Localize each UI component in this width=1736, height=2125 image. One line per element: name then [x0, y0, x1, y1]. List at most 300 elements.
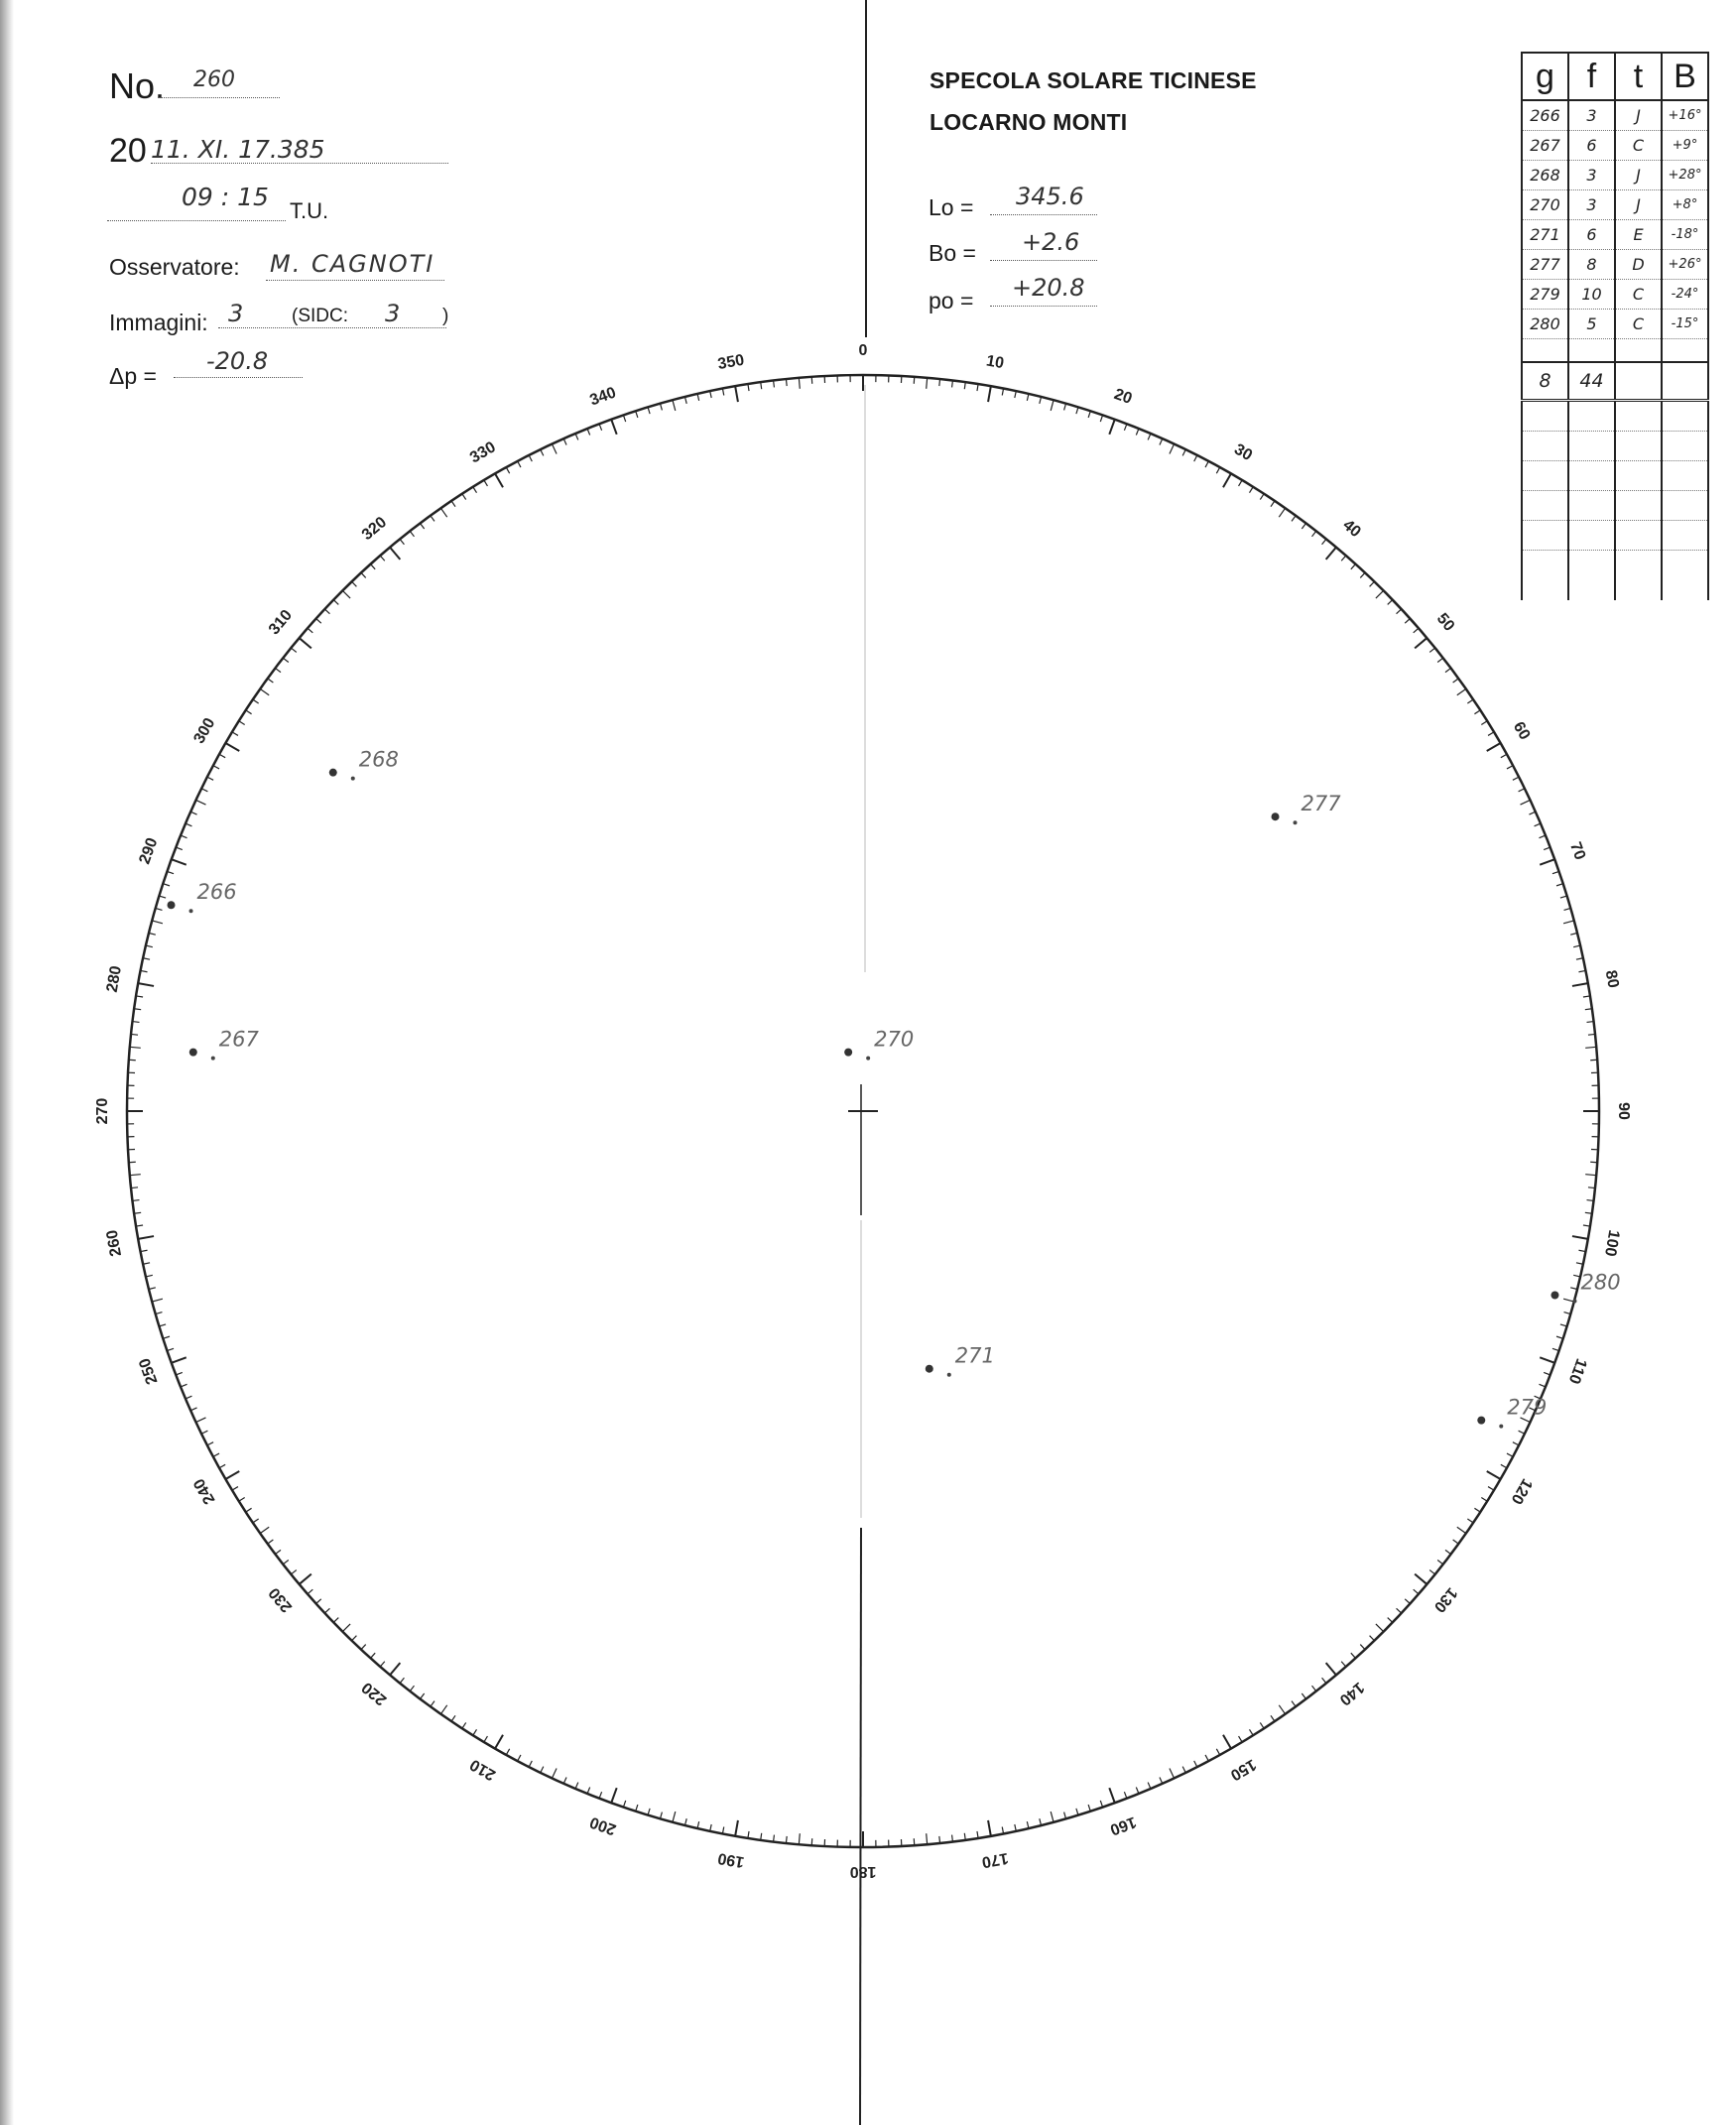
col-header-t: t [1615, 53, 1662, 100]
dial-tick [361, 572, 366, 577]
dial-tick [342, 1624, 350, 1632]
dial-tick [207, 777, 213, 780]
dial-tick [291, 648, 296, 652]
dial-tick [927, 378, 928, 389]
sunspot-mark [1272, 812, 1280, 820]
dial-tick [1136, 429, 1139, 435]
dial-label-260: 260 [103, 1228, 126, 1258]
dial-tick [599, 424, 602, 431]
dial-tick [1223, 1735, 1231, 1749]
cell-g: 271 [1522, 220, 1568, 250]
dial-tick [1453, 1540, 1459, 1544]
dial-tick [159, 896, 166, 898]
cell-f: 10 [1568, 280, 1615, 310]
dial-tick [1556, 884, 1563, 886]
observer-value: M. CAGNOTI [270, 250, 435, 278]
dial-tick [400, 1678, 404, 1683]
dial-tick [473, 487, 477, 493]
dial-tick [1015, 1824, 1016, 1831]
dial-tick [324, 609, 329, 614]
dial-tick [1360, 1645, 1365, 1650]
cell-g: 267 [1522, 131, 1568, 161]
dial-tick [253, 699, 259, 703]
cell-g: 279 [1522, 280, 1568, 310]
dial-tick [1405, 1599, 1410, 1604]
dial-tick [552, 444, 557, 454]
dial-tick [1467, 1519, 1473, 1523]
dial-tick [506, 1749, 509, 1755]
observatory-name: SPECOLA SOLARE TICINESE [930, 67, 1257, 93]
table-row [1522, 250, 1708, 280]
dial-tick [1405, 619, 1410, 624]
dial-tick [587, 429, 590, 435]
dial-tick [1453, 679, 1459, 683]
dial-tick [219, 1464, 225, 1467]
dial-tick [1415, 1574, 1426, 1584]
dial-tick [1051, 1812, 1054, 1822]
dial-tick [1552, 1348, 1559, 1350]
dial-tick [1279, 1705, 1285, 1714]
dial-tick [1563, 1299, 1574, 1302]
dial-label-320: 320 [358, 513, 391, 545]
dial-tick [1415, 638, 1426, 648]
sunspot-mark [329, 769, 337, 777]
dial-tick [1260, 494, 1264, 500]
dial-tick [1040, 1818, 1042, 1825]
sunspot-group-label: 277 [1301, 792, 1341, 816]
dial-label-0: 0 [858, 342, 868, 360]
dial-tick [1552, 871, 1559, 873]
table-row [1522, 131, 1708, 161]
dial-tick [1124, 1792, 1127, 1799]
dial-tick [1457, 1527, 1466, 1533]
dial-tick [1488, 732, 1494, 736]
dial-tick [1519, 789, 1525, 792]
cell-B: +26° [1662, 250, 1708, 280]
dial-tick [380, 556, 385, 561]
dial-tick [1292, 1701, 1296, 1707]
dial-tick [246, 1508, 252, 1512]
sunspot-group-280 [1550, 1271, 1620, 1304]
dial-label-190: 190 [716, 1848, 746, 1871]
table-totals-row [1522, 362, 1708, 401]
cell-t: J [1615, 100, 1662, 131]
dial-tick [207, 1442, 213, 1445]
dial-tick [1429, 648, 1434, 652]
sunspot-mark [1572, 1300, 1576, 1304]
dial-label-210: 210 [467, 1755, 499, 1784]
dial-tick [451, 1715, 455, 1721]
cell-f: 3 [1568, 190, 1615, 220]
dial-label-270: 270 [94, 1097, 112, 1125]
dial-tick [484, 480, 488, 486]
sunspot-group-label: 271 [954, 1343, 995, 1368]
dial-tick [1437, 1561, 1443, 1564]
dial-tick [420, 1693, 424, 1699]
dial-tick [1205, 1755, 1208, 1761]
sunspot-group-label: 279 [1507, 1395, 1548, 1420]
dial-tick [684, 397, 686, 404]
dial-tick [1170, 444, 1175, 454]
dial-tick [308, 1589, 312, 1594]
dial-tick [1576, 1263, 1583, 1264]
dial-tick [599, 1792, 602, 1799]
cell-t: J [1615, 190, 1662, 220]
table-row [1522, 280, 1708, 310]
dial-tick [495, 1735, 503, 1749]
dial-tick [1507, 766, 1513, 769]
dial-tick [1457, 688, 1466, 694]
cell-t: J [1615, 161, 1662, 190]
dial-tick [1488, 1487, 1494, 1491]
dial-tick [440, 508, 446, 517]
dial-tick [149, 933, 156, 935]
dial-tick [390, 548, 400, 560]
dial-tick [352, 1636, 357, 1641]
dial-tick [710, 391, 711, 398]
dial-label-150: 150 [1227, 1755, 1259, 1784]
dial-tick [1539, 835, 1545, 838]
cell-t: E [1615, 220, 1662, 250]
dial-tick [1260, 1722, 1264, 1728]
dial-tick [939, 1836, 940, 1843]
L0-dots [990, 214, 1097, 215]
dial-tick [201, 789, 207, 792]
table-row [1522, 310, 1708, 339]
dial-label-170: 170 [980, 1848, 1010, 1871]
dial-tick [1563, 921, 1574, 924]
dial-tick [1194, 455, 1197, 461]
sunspot-group-label: 280 [1580, 1270, 1621, 1295]
p0-value: +20.8 [1012, 274, 1085, 302]
cell-g: 270 [1522, 190, 1568, 220]
sunspot-mark [1550, 1292, 1558, 1300]
dial-tick [1572, 983, 1588, 986]
dial-tick [636, 1805, 638, 1812]
dial-tick [291, 1570, 296, 1574]
sunspot-group-270 [844, 1028, 914, 1061]
dial-tick [1216, 467, 1219, 473]
dial-tick [1271, 1715, 1275, 1721]
p0-label: po = [929, 288, 974, 313]
dial-tick [1088, 411, 1090, 418]
dial-tick [1388, 1618, 1393, 1623]
time-unit: T.U. [290, 198, 329, 223]
sunspot-group-268 [329, 748, 399, 781]
B0-value: +2.6 [1022, 228, 1080, 256]
dial-tick [196, 1418, 206, 1423]
dial-tick [1341, 1662, 1346, 1667]
dial-tick [1437, 658, 1443, 662]
dial-tick [133, 1200, 140, 1201]
dial-label-250: 250 [136, 1355, 162, 1387]
dial-tick [1076, 1809, 1078, 1815]
dial-label-290: 290 [136, 835, 162, 867]
table-empty-row [1522, 551, 1708, 601]
dial-tick [1124, 424, 1127, 431]
dial-tick [246, 710, 252, 714]
dial-tick [1481, 721, 1487, 725]
cell-B: +8° [1662, 190, 1708, 220]
dial-tick [1570, 1288, 1577, 1290]
dial-tick [138, 983, 154, 986]
dial-tick [988, 386, 991, 402]
dial-label-80: 80 [1601, 968, 1622, 990]
dial-tick [143, 1263, 150, 1264]
dial-tick [735, 1820, 738, 1836]
dial-tick [133, 1022, 140, 1023]
dial-label-230: 230 [265, 1583, 297, 1616]
dial-tick [1474, 1508, 1480, 1512]
dial-tick [1109, 1788, 1114, 1803]
dial-tick [1015, 391, 1016, 398]
table-empty-row [1522, 432, 1708, 461]
dial-tick [260, 1527, 269, 1533]
dial-tick [333, 600, 338, 605]
dial-tick [623, 415, 625, 422]
dial-tick [611, 1788, 616, 1803]
dial-tick [239, 721, 245, 725]
cell-B: +28° [1662, 161, 1708, 190]
dial-tick [213, 1453, 219, 1456]
dial-tick [1474, 710, 1480, 714]
dial-tick [1487, 1471, 1501, 1479]
table-empty-row [1522, 461, 1708, 491]
dial-tick [1501, 754, 1507, 757]
total-groups: 8 [1522, 362, 1568, 401]
dial-label-160: 160 [1107, 1812, 1139, 1838]
dial-tick [176, 1372, 183, 1375]
cell-B: -15° [1662, 310, 1708, 339]
number-value: 260 [193, 67, 235, 92]
dial-tick [1501, 1464, 1507, 1467]
dial-tick [1040, 397, 1042, 404]
table-row [1522, 190, 1708, 220]
dial-tick [213, 766, 219, 769]
dial-tick [541, 1767, 544, 1773]
dial-tick [172, 1357, 186, 1362]
dial-tick [1587, 1200, 1594, 1201]
table-empty-row [1522, 491, 1708, 521]
dial-tick [1312, 1686, 1316, 1691]
dial-tick [518, 461, 521, 467]
sunspot-group-279 [1477, 1396, 1547, 1429]
dial-tick [1182, 449, 1185, 455]
dial-tick [172, 859, 186, 864]
cell-B: +16° [1662, 100, 1708, 131]
dial-tick [1397, 1608, 1402, 1613]
dial-tick [927, 1833, 928, 1844]
dial-tick [352, 581, 357, 586]
table-empty-row [1522, 401, 1708, 432]
table-row [1522, 220, 1708, 250]
dial-tick [1544, 847, 1550, 850]
dial-tick [181, 835, 186, 838]
dial-tick [1051, 400, 1054, 411]
dial-tick [1292, 516, 1296, 522]
dial-tick [636, 411, 638, 418]
dial-tick [1587, 1022, 1594, 1023]
dial-label-180: 180 [849, 1862, 877, 1880]
dial-tick [1326, 548, 1336, 560]
dial-tick [1302, 1693, 1305, 1699]
dial-tick [1556, 1336, 1563, 1338]
dial-tick [181, 1384, 186, 1387]
dial-tick [440, 1705, 446, 1714]
sunspot-group-label: 268 [358, 747, 399, 772]
dial-tick [342, 590, 350, 598]
dial-tick [1100, 1801, 1102, 1808]
dial-tick [506, 467, 509, 473]
dial-tick [1027, 1821, 1029, 1828]
dial-tick [1585, 1047, 1596, 1048]
dial-tick [1573, 945, 1580, 947]
date-value: 11. XI. 17.385 [151, 135, 325, 164]
dial-tick [774, 1835, 775, 1842]
sunspot-mark [211, 1057, 215, 1061]
dial-label-300: 300 [190, 715, 219, 747]
dial-tick [1100, 415, 1102, 422]
dial-tick [167, 1348, 174, 1350]
dial-tick [1521, 800, 1531, 805]
dial-tick [232, 1487, 238, 1491]
dial-tick [431, 1701, 434, 1707]
dial-tick [587, 1787, 590, 1793]
dial-tick [575, 434, 578, 439]
dial-tick [190, 812, 196, 814]
cell-B: -18° [1662, 220, 1708, 250]
dial-label-130: 130 [1429, 1583, 1461, 1616]
dial-tick [225, 743, 239, 751]
images-value: 3 [228, 300, 244, 327]
dial-tick [1302, 523, 1305, 529]
dial-label-200: 200 [587, 1812, 619, 1838]
cell-t: C [1615, 131, 1662, 161]
dial-tick [611, 420, 616, 435]
dial-tick [1312, 531, 1316, 537]
dial-tick [952, 381, 953, 388]
dial-label-340: 340 [587, 384, 619, 410]
cell-B: +9° [1662, 131, 1708, 161]
dial-tick [1076, 407, 1078, 414]
dial-tick [1397, 609, 1402, 614]
dial-tick [268, 679, 274, 683]
dial-tick [1467, 699, 1473, 703]
dial-tick [152, 1299, 163, 1302]
dial-label-280: 280 [103, 964, 126, 994]
dial-tick [451, 501, 455, 507]
dial-tick [333, 1618, 338, 1623]
dial-tick [146, 1275, 153, 1277]
cell-f: 6 [1568, 220, 1615, 250]
sunspot-mark [189, 1049, 197, 1057]
p0-dots [990, 306, 1097, 307]
dial-tick [163, 884, 170, 886]
dial-label-110: 110 [1564, 1356, 1590, 1387]
dial-tick [219, 754, 225, 757]
dial-tick [799, 378, 800, 389]
B0-label: Bo = [929, 240, 976, 266]
dial-tick [1570, 933, 1577, 935]
dial-tick [1513, 777, 1519, 780]
cell-t: C [1615, 280, 1662, 310]
dial-tick [1326, 1663, 1336, 1675]
sunspot-group-label: 270 [874, 1027, 915, 1052]
dial-tick [1351, 1653, 1356, 1658]
dial-tick [1445, 1550, 1451, 1554]
dial-label-220: 220 [358, 1678, 391, 1709]
dial-label-100: 100 [1600, 1228, 1623, 1258]
dial-tick [673, 1812, 676, 1822]
dial-tick [201, 1431, 207, 1434]
table-empty-row [1522, 521, 1708, 551]
sunspot-group-267 [189, 1028, 260, 1061]
dial-tick [138, 1236, 154, 1239]
dial-tick [1544, 1372, 1550, 1375]
dial-tick [283, 658, 289, 662]
dial-tick [799, 1833, 800, 1844]
dial-tick [1535, 823, 1541, 826]
date-dots [151, 163, 448, 164]
dial-tick [1322, 539, 1326, 544]
dial-tick [131, 1034, 138, 1035]
dial-tick [1481, 1497, 1487, 1501]
dial-label-40: 40 [1339, 516, 1364, 542]
dial-tick [146, 945, 153, 947]
dial-tick [143, 958, 150, 959]
cell-f: 5 [1568, 310, 1615, 339]
dial-tick [495, 473, 503, 487]
dial-tick [1322, 1678, 1326, 1683]
dial-tick [529, 1761, 532, 1767]
observer-label: Osservatore: [109, 254, 240, 280]
dial-tick [575, 1783, 578, 1789]
dial-label-140: 140 [1335, 1678, 1368, 1709]
cell-f: 3 [1568, 100, 1615, 131]
dial-tick [130, 1047, 141, 1048]
dial-tick [1351, 564, 1356, 569]
dial-label-310: 310 [265, 606, 297, 639]
dial-tick [253, 1519, 259, 1523]
dial-label-70: 70 [1566, 839, 1589, 863]
dial-tick [1588, 1034, 1595, 1035]
table-separator [1522, 339, 1708, 363]
dial-tick [697, 1821, 699, 1828]
cell-g: 280 [1522, 310, 1568, 339]
sunspot-mark [844, 1049, 852, 1057]
dial-tick [684, 1818, 686, 1825]
dial-label-20: 20 [1111, 385, 1135, 408]
cell-g: 266 [1522, 100, 1568, 131]
sunspot-mark [1477, 1417, 1485, 1425]
dial-label-10: 10 [984, 352, 1006, 373]
images-dots [218, 327, 446, 328]
dial-tick [1136, 1787, 1139, 1793]
dial-tick [462, 494, 466, 500]
dial-tick [1513, 1442, 1519, 1445]
col-header-g: g [1522, 53, 1568, 100]
cell-t: C [1615, 310, 1662, 339]
delta-p-value: -20.8 [206, 347, 269, 375]
dial-tick [623, 1801, 625, 1808]
dial-tick [518, 1755, 521, 1761]
dial-tick [283, 1561, 289, 1564]
dial-tick [1223, 473, 1231, 487]
dial-tick [300, 638, 311, 648]
dial-tick [371, 564, 376, 569]
cell-g: 277 [1522, 250, 1568, 280]
dial-tick [1414, 1589, 1419, 1594]
